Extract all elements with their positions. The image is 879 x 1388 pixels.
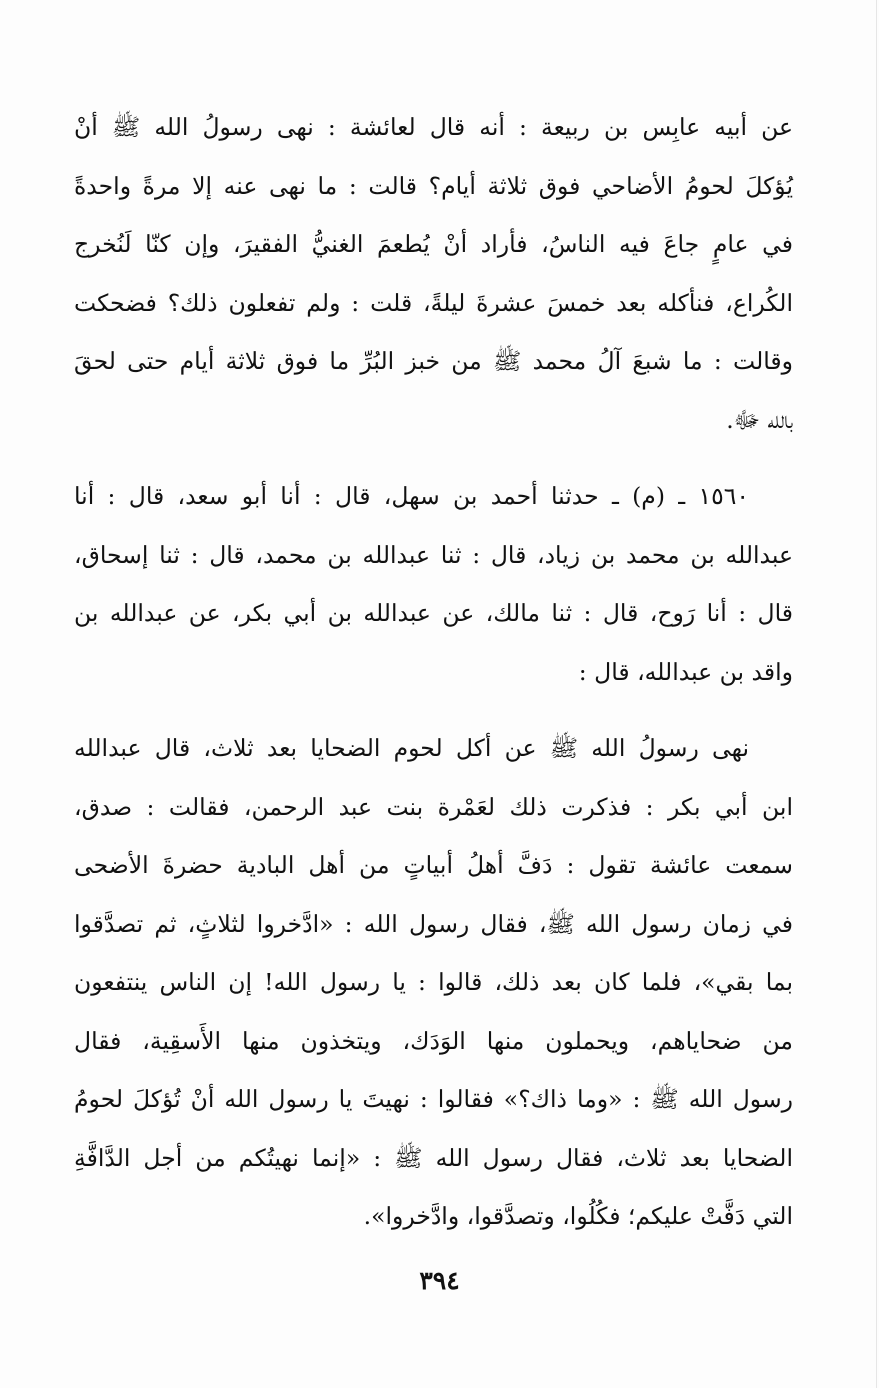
text-line: من ضحاياهم، ويحملون منها الوَدَك، ويتخذون منها الأَسقِية، فقال <box>74 1026 793 1055</box>
text-line: قال : أنا رَوح، قال : ثنا مالك، عن عبدالله بن أبي بكر، عن عبدالله بن <box>74 599 793 627</box>
paragraph-isnad-1560 <box>74 467 793 701</box>
text-line: عن أبيه عابِس بن ربيعة : أنه قال لعائشة : نهى رسولُ الله ﷺ أنْ <box>74 113 793 141</box>
paragraph-gap <box>74 449 793 467</box>
text-line: ابن أبي بكر : فذكرت ذلك لعَمْرة بنت عبد الرحمن، فقالت : صدق، <box>74 792 793 821</box>
text-line: نهى رسولُ الله ﷺ عن أكل لحوم الضحايا بعد ثلاث، قال عبدالله <box>74 734 749 762</box>
text-line: عبدالله بن محمد بن زياد، قال : ثنا عبدالله بن محمد، قال : ثنا إسحاق، <box>74 540 793 569</box>
text-line: في زمان رسول الله ﷺ، فقال رسول الله : «ادَّخروا لثلاثٍ، ثم تصدَّقوا <box>74 909 793 938</box>
paragraph-hadith-continuation <box>74 98 793 449</box>
text-line: سمعت عائشة تقول : دَفَّ أهلُ أبياتٍ من أهل البادية حضرةَ الأضحى <box>74 851 793 879</box>
text-line: يُؤكلَ لحومُ الأضاحي فوق ثلاثة أيام؟ قالت : ما نهى عنه إلا مرةً واحدةً <box>74 171 793 200</box>
text-line: التي دَفَّتْ عليكم؛ فكُلُوا، وتصدَّقوا، وادَّخروا». <box>363 1202 793 1230</box>
text-line: في عامٍ جاعَ فيه الناسُ، فأراد أنْ يُطعمَ الغنيُّ الفقيرَ، وإن كنّا لَنُخرج <box>74 230 793 258</box>
text-line: بما بقي»، فلما كان بعد ذلك، قالوا : يا رسول الله! إن الناس ينتفعون <box>74 968 793 996</box>
page-number: ٣٩٤ <box>419 1266 460 1295</box>
paragraph-gap <box>74 701 793 719</box>
page-edge-divider <box>876 0 877 1388</box>
text-line: واقد بن عبدالله، قال : <box>578 657 793 686</box>
text-line: وقالت : ما شبعَ آلُ محمد ﷺ من خبز البُرِّ ما فوق ثلاثة أيام حتى لحقَ <box>74 347 793 375</box>
text-line: الضحايا بعد ثلاث، فقال رسول الله ﷺ : «إنما نهيتُكم من أجل الدَّافَّةِ <box>74 1143 793 1172</box>
text-line: الكُراع، فنأكله بعد خمسَ عشرةَ ليلةً، قلت : ولم تفعلون ذلك؟ فضحكت <box>74 288 793 317</box>
text-line: ١٥٦٠ ـ (م) ـ حدثنا أحمد بن سهل، قال : أنا أبو سعد، قال : أنا <box>74 482 749 510</box>
page-body <box>74 98 793 1246</box>
text-line: رسول الله ﷺ : «وما ذاك؟» فقالوا : نهيتَ يا رسول الله أنْ تُؤكلَ لحومُ <box>74 1085 793 1113</box>
paragraph-matn-1560 <box>74 719 793 1246</box>
text-line: بالله ﷻ. <box>726 405 793 434</box>
